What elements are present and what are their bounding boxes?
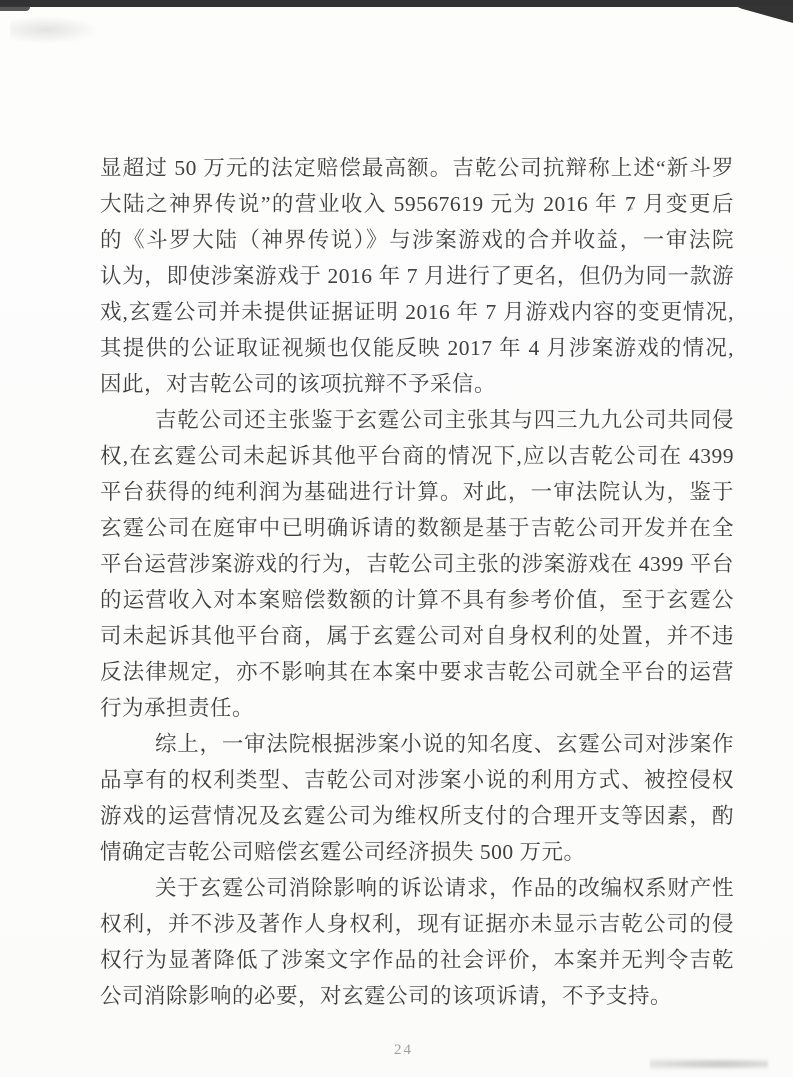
text-line: 权,在玄霆公司未起诉其他平台商的情况下,应以吉乾公司在 4399 — [100, 444, 734, 468]
text-line: 综上，一审法院根据涉案小说的知名度、玄霆公司对涉案作 — [155, 732, 734, 756]
text-line: 情确定吉乾公司赔偿玄霆公司经济损失 500 万元。 — [100, 840, 586, 864]
text-line: 因此，对吉乾公司的该项抗辩不予采信。 — [100, 372, 497, 396]
text-line: 吉乾公司还主张鉴于玄霆公司主张其与四三九九公司共同侵 — [155, 408, 734, 432]
page-number: 24 — [394, 1042, 413, 1058]
text-line: 司未起诉其他平台商，属于玄霆公司对自身权利的处置，并不违 — [100, 624, 734, 648]
text-line: 权利，并不涉及著作人身权利，现有证据亦未显示吉乾公司的侵 — [100, 912, 734, 936]
text-line: 平台获得的纯利润为基础进行计算。对此，一审法院认为，鉴于 — [100, 480, 734, 504]
text-line: 的《斗罗大陆（神界传说）》与涉案游戏的合并收益，一审法院 — [100, 228, 734, 252]
scan-artifact-left-notch — [0, 6, 30, 11]
text-line: 权行为显著降低了涉案文字作品的社会评价，本案并无判令吉乾 — [100, 948, 734, 972]
text-line: 关于玄霆公司消除影响的诉讼请求，作品的改编权系财产性 — [155, 876, 734, 900]
scan-artifact-top-bar — [0, 0, 793, 7]
scan-artifact-smudge-top — [10, 16, 100, 44]
text-line: 显超过 50 万元的法定赔偿最高额。吉乾公司抗辩称上述“新斗罗 — [100, 156, 734, 180]
text-line: 反法律规定，亦不影响其在本案中要求吉乾公司就全平台的运营 — [100, 660, 734, 684]
text-line: 行为承担责任。 — [100, 696, 255, 720]
scan-artifact-smudge-bottom — [650, 1056, 768, 1072]
text-line: 的运营收入对本案赔偿数额的计算不具有参考价值，至于玄霆公 — [100, 588, 734, 612]
text-line: 平台运营涉案游戏的行为，吉乾公司主张的涉案游戏在 4399 平台 — [100, 552, 734, 576]
document-body — [100, 150, 734, 1014]
scan-artifact-corner-wedge — [733, 5, 793, 23]
text-line: 游戏的运营情况及玄霆公司为维权所支付的合理开支等因素，酌 — [100, 804, 734, 828]
text-line: 其提供的公证取证视频也仅能反映 2017 年 4 月涉案游戏的情况, — [100, 336, 734, 360]
text-line: 大陆之神界传说”的营业收入 59567619 元为 2016 年 7 月变更后 — [100, 192, 734, 216]
text-line: 公司消除影响的必要，对玄霆公司的该项诉请，不予支持。 — [100, 984, 673, 1008]
text-line: 认为，即使涉案游戏于 2016 年 7 月进行了更名，但仍为同一款游 — [100, 264, 734, 288]
text-line: 玄霆公司在庭审中已明确诉请的数额是基于吉乾公司开发并在全 — [100, 516, 734, 540]
text-line: 戏,玄霆公司并未提供证据证明 2016 年 7 月游戏内容的变更情况, — [100, 300, 734, 324]
text-line: 品享有的权利类型、吉乾公司对涉案小说的利用方式、被控侵权 — [100, 768, 734, 792]
